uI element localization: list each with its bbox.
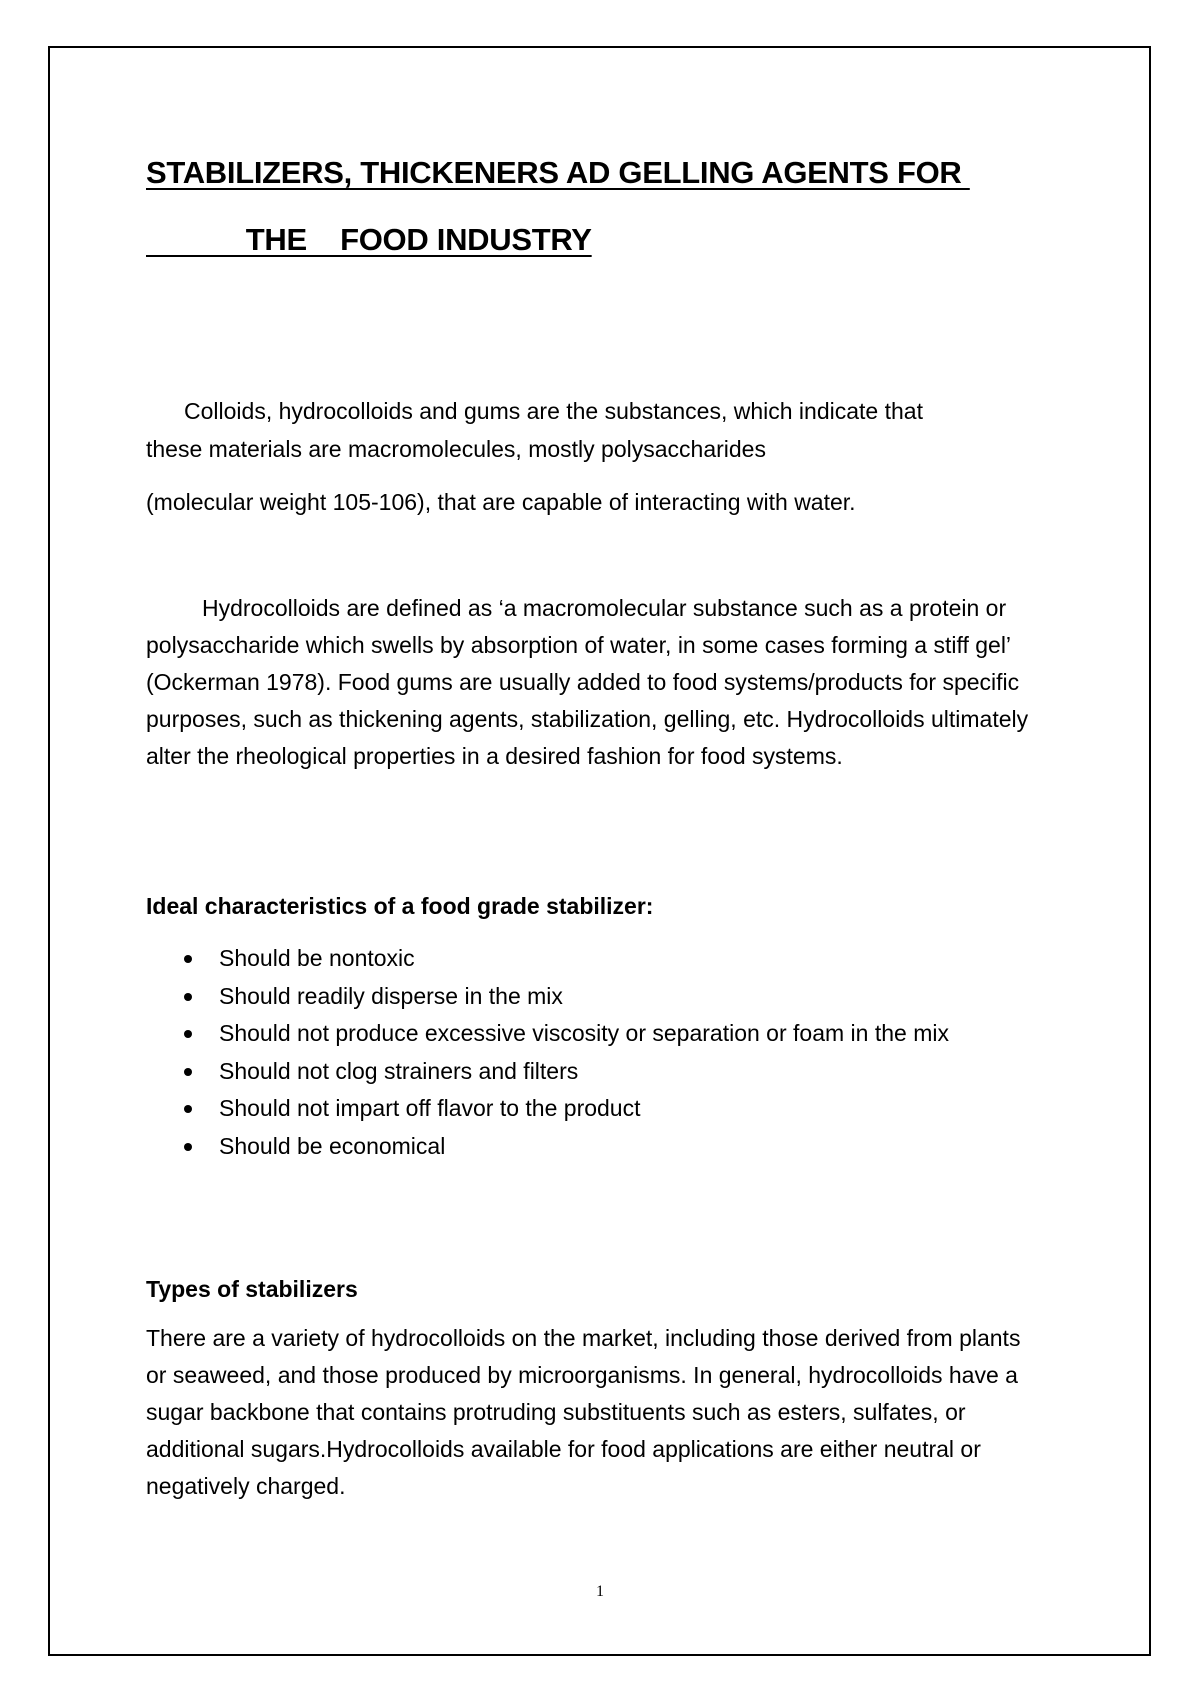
intro-line-3: (molecular weight 105-106), that are capable of interacting with water. <box>146 489 856 515</box>
page-number: 1 <box>596 1583 604 1600</box>
list-item-text: Should be nontoxic <box>219 945 415 971</box>
list-item <box>146 940 949 978</box>
list-item-text: Should not impart off flavor to the product <box>219 1095 641 1122</box>
bullet-icon <box>184 955 192 963</box>
ideal-characteristics-list <box>146 940 949 1166</box>
definition-paragraph: Hydrocolloids are defined as ‘a macromolecular substance such as a protein or polysaccharide which swells by absorption of water, in some cases forming a stiff gel’ (Ockerman 1978). Food gums are usually added to food systems/products for specific purposes, such as thickening agents, stabilization, gelling, etc. Hydrocolloids ultimately alter the rheological properties in a desired fashion for food systems. <box>146 595 1029 769</box>
bullet-icon <box>184 1105 192 1113</box>
intro-line-2: these materials are macromolecules, mostly polysaccharides <box>146 436 766 462</box>
types-heading: Types of stabilizers <box>146 1276 358 1302</box>
list-item-text: Should not clog strainers and filters <box>219 1057 579 1084</box>
types-paragraph: There are a variety of hydrocolloids on the market, including those derived from plants or seaweed, and those produced by microorganisms. In general, hydrocolloids have a sugar backbone that contains protruding substituents such as esters, sulfates, or additional sugars.Hydrocolloids available for food applications are either neutral or negatively charged. <box>146 1325 1021 1499</box>
list-item-text: Should readily disperse in the mix <box>219 982 563 1009</box>
ideal-characteristics-heading: Ideal characteristics of a food grade stabilizer: <box>146 893 654 919</box>
list-item <box>146 978 949 1016</box>
list-item-text: Should be economical <box>219 1132 446 1159</box>
bullet-icon <box>184 1143 192 1151</box>
intro-line-1: Colloids, hydrocolloids and gums are the substances, which indicate that <box>184 398 923 424</box>
title-line-1: STABILIZERS, THICKENERS AD GELLING AGENTS FOR <box>146 155 970 190</box>
list-item <box>146 1128 949 1166</box>
bullet-icon <box>184 1030 192 1038</box>
title-line-2: THE FOOD INDUSTRY <box>146 222 592 257</box>
list-item-text: Should not produce excessive viscosity or separation or foam in the mix <box>219 1020 949 1047</box>
bullet-icon <box>184 993 192 1001</box>
bullet-icon <box>184 1068 192 1076</box>
list-item <box>146 1053 949 1091</box>
list-item <box>146 1015 949 1053</box>
list-item <box>146 1090 949 1128</box>
